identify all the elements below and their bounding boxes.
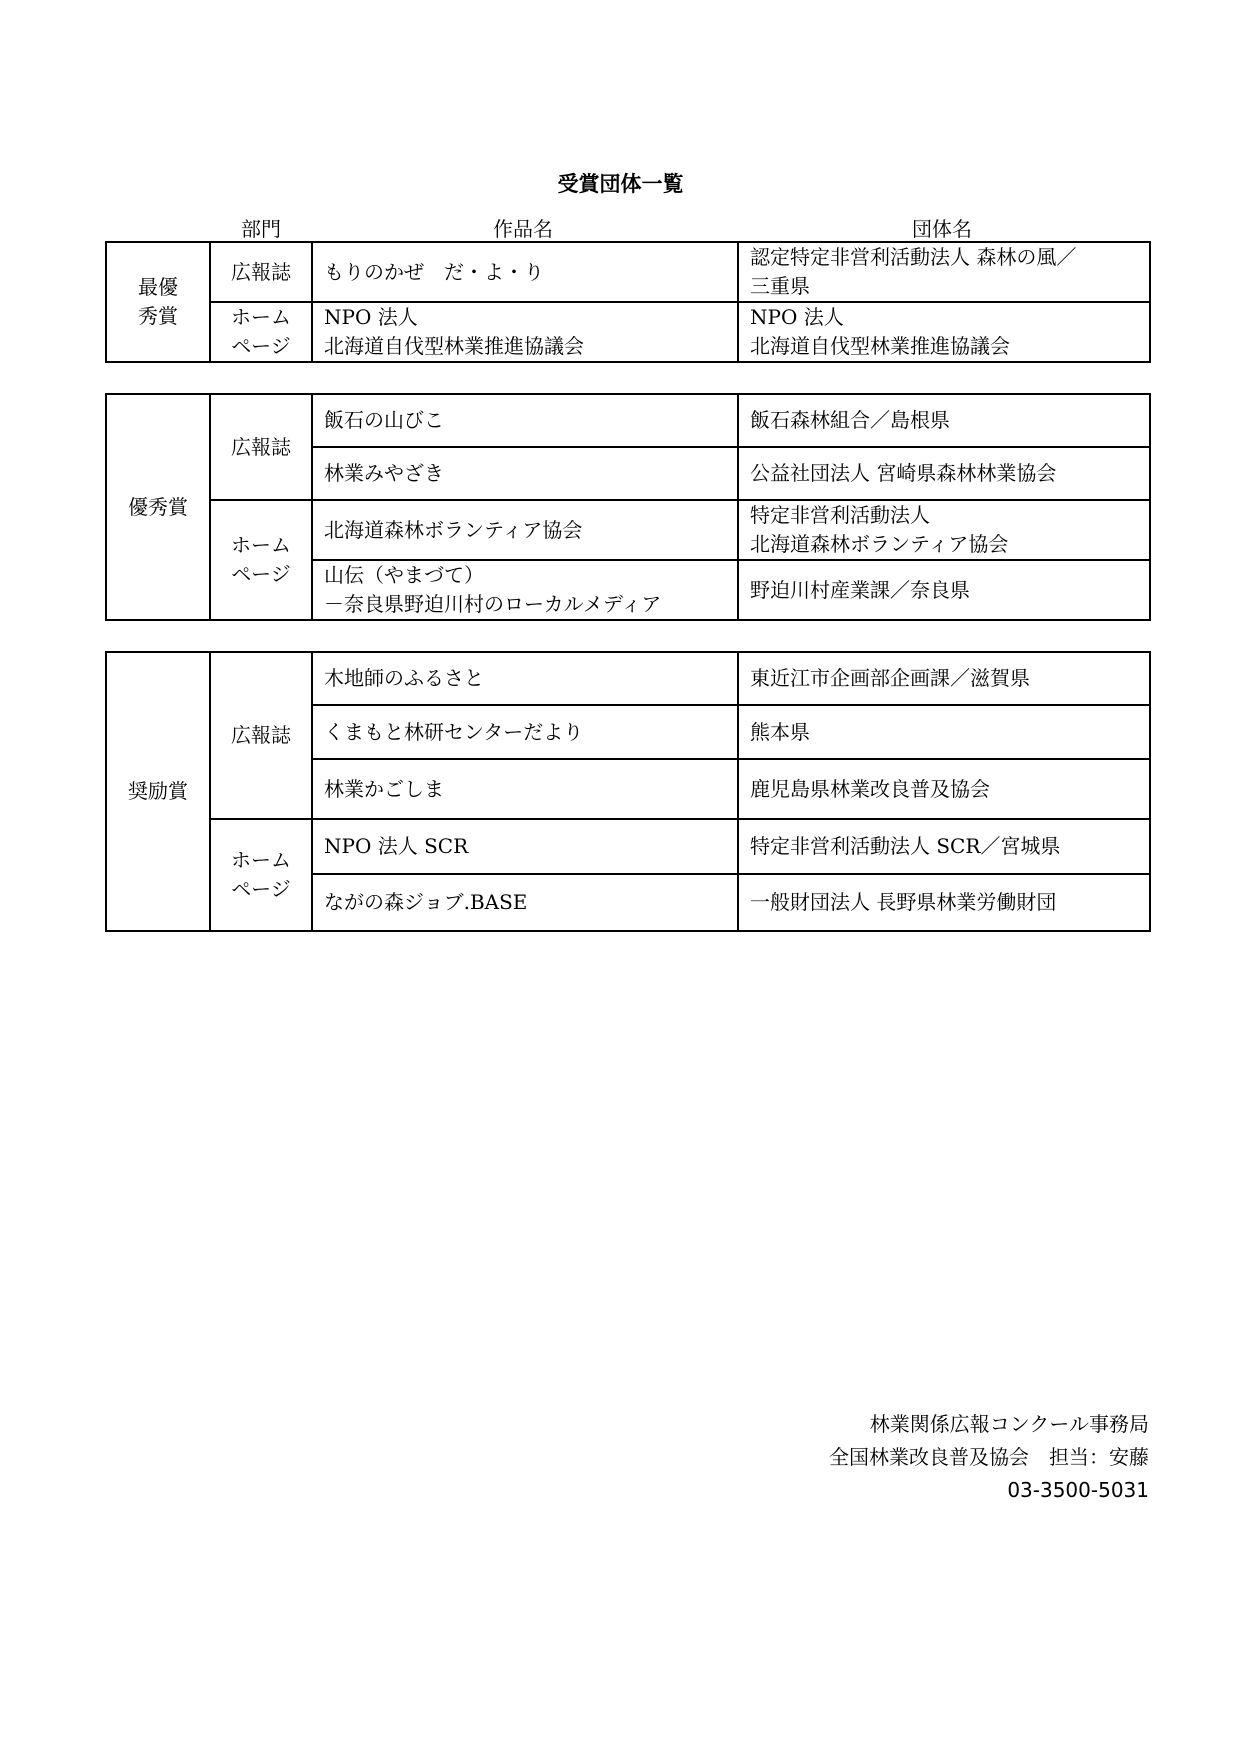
- org-name: 一般財団法人 長野県林業労働財団: [738, 874, 1150, 931]
- encouragement-prize-table: [105, 651, 1151, 932]
- org-name: 公益社団法人 宮崎県森林林業協会: [738, 447, 1150, 500]
- table-row: [106, 302, 1150, 362]
- contact-person: 全国林業改良普及協会 担当：安藤: [829, 1445, 1149, 1469]
- org-name: 鹿児島県林業改良普及協会: [738, 759, 1150, 819]
- award-category-excellent: 優秀賞: [106, 394, 210, 620]
- section-homepage: ホーム ページ: [210, 302, 312, 362]
- work-name: 北海道森林ボランティア協会: [312, 500, 738, 560]
- work-name: くまもと林研センターだより: [312, 705, 738, 759]
- org-name: 飯石森林組合／島根県: [738, 394, 1150, 447]
- table-row: [106, 819, 1150, 874]
- work-name: 飯石の山びこ: [312, 394, 738, 447]
- section-magazine: 広報誌: [210, 242, 312, 302]
- column-header-section: 部門: [241, 217, 281, 241]
- table-row: [106, 652, 1150, 705]
- contact-footer: [829, 1408, 1149, 1507]
- phone-number: 03-3500-5031: [1007, 1478, 1149, 1502]
- org-name: 特定非営利活動法人 北海道森林ボランティア協会: [738, 500, 1150, 560]
- section-magazine: 広報誌: [210, 652, 312, 819]
- org-name: 認定特定非営利活動法人 森林の風／ 三重県: [738, 242, 1150, 302]
- work-name: NPO 法人 北海道自伐型林業推進協議会: [312, 302, 738, 362]
- award-category-grand: 最優 秀賞: [106, 242, 210, 362]
- org-name: 野迫川村産業課／奈良県: [738, 560, 1150, 620]
- work-name: 林業みやざき: [312, 447, 738, 500]
- work-name: ながの森ジョブ.BASE: [312, 874, 738, 931]
- column-header-org: 団体名: [912, 217, 972, 241]
- page-title: 受賞団体一覧: [557, 172, 684, 196]
- section-magazine: 広報誌: [210, 394, 312, 500]
- table-row: [106, 500, 1150, 560]
- org-name: 特定非営利活動法人 SCR／宮城県: [738, 819, 1150, 874]
- org-name: 熊本県: [738, 705, 1150, 759]
- grand-prize-table: [105, 241, 1151, 363]
- office-name: 林業関係広報コンクール事務局: [869, 1412, 1149, 1436]
- work-name: もりのかぜ だ・よ・り: [312, 242, 738, 302]
- section-homepage: ホーム ページ: [210, 819, 312, 931]
- award-category-encourage: 奨励賞: [106, 652, 210, 931]
- excellence-prize-table: [105, 393, 1151, 621]
- work-name: 山伝（やまづて） －奈良県野迫川村のローカルメディア: [312, 560, 738, 620]
- table-row: [106, 394, 1150, 447]
- work-name: 林業かごしま: [312, 759, 738, 819]
- work-name: 木地師のふるさと: [312, 652, 738, 705]
- org-name: 東近江市企画部企画課／滋賀県: [738, 652, 1150, 705]
- section-homepage: ホーム ページ: [210, 500, 312, 620]
- org-name: NPO 法人 北海道自伐型林業推進協議会: [738, 302, 1150, 362]
- table-row: [106, 242, 1150, 302]
- column-header-work: 作品名: [493, 217, 553, 241]
- work-name: NPO 法人 SCR: [312, 819, 738, 874]
